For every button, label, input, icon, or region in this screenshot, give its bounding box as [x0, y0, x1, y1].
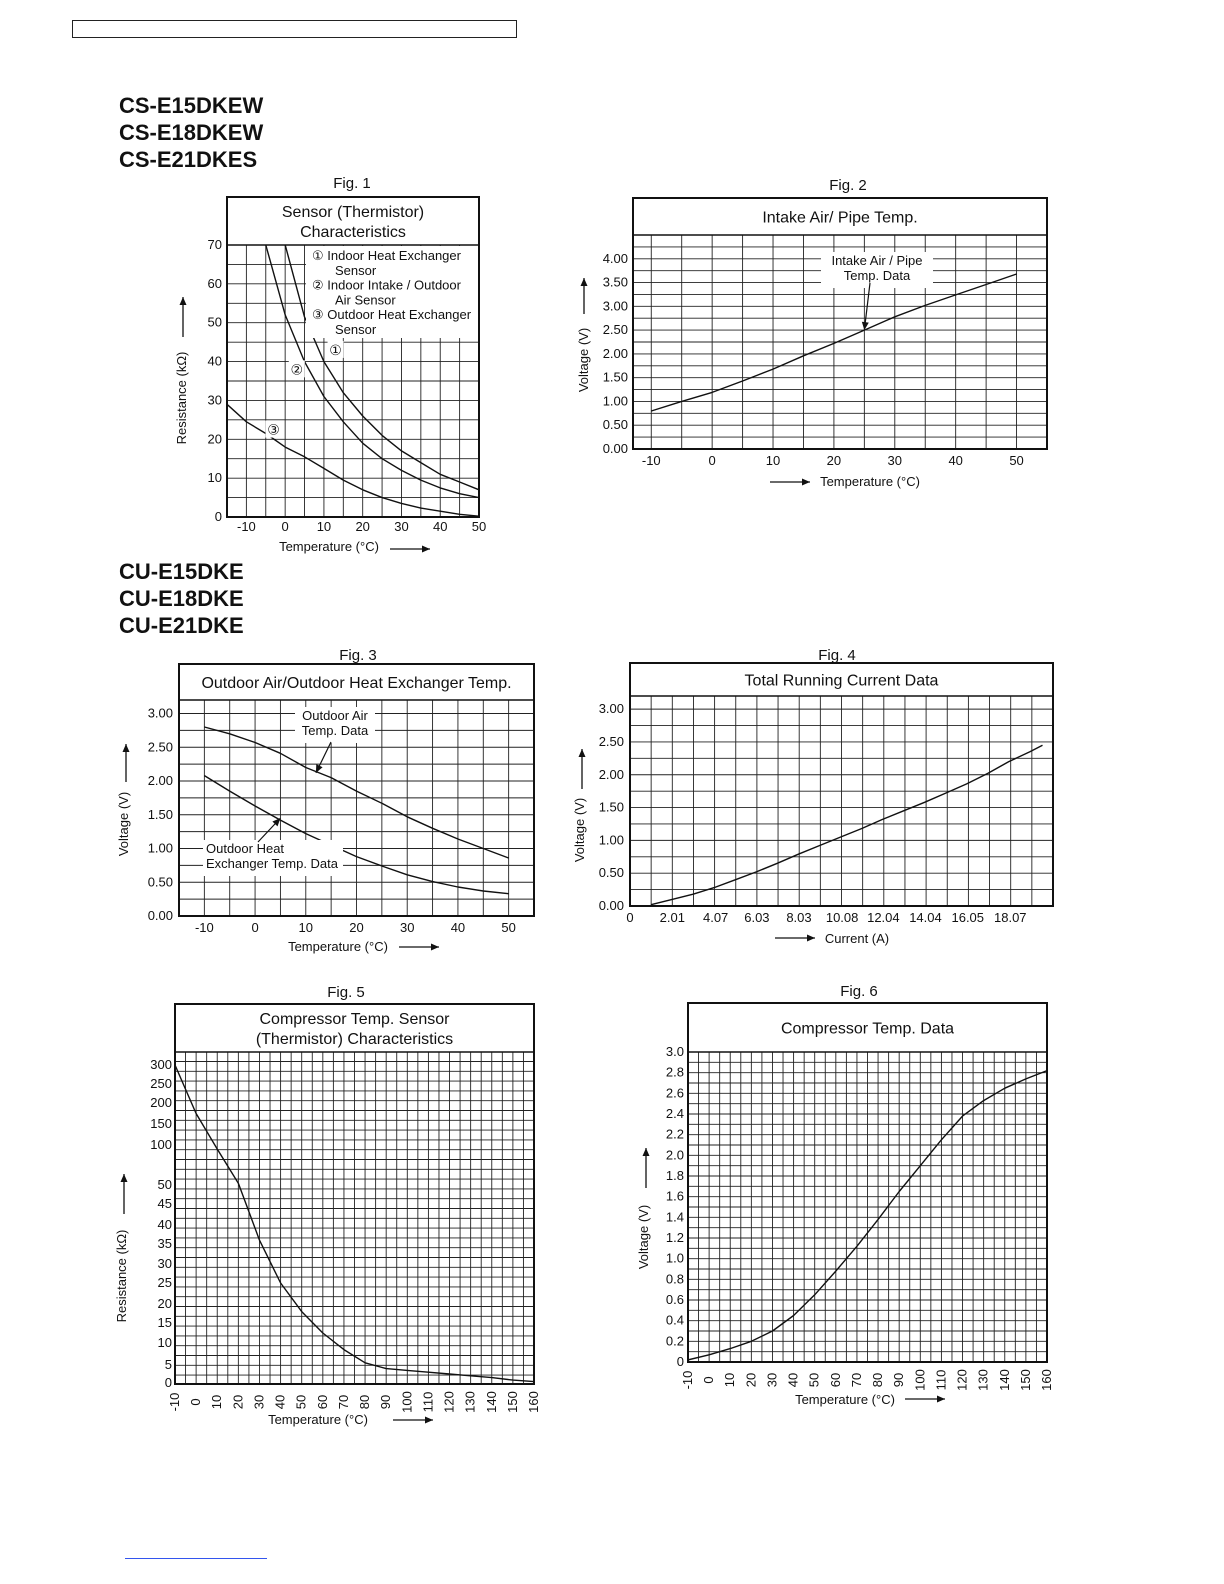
x-arrowhead [807, 935, 815, 942]
x-axis-label: Temperature (°C) [268, 1412, 368, 1427]
y-arrowhead [121, 1174, 128, 1182]
x-tick-label: 160 [526, 1391, 541, 1413]
y-tick-label: 0.6 [665, 1292, 684, 1307]
chart-title: Compressor Temp. Data [780, 1020, 955, 1038]
y-tick-label: 4.00 [602, 250, 628, 266]
x-axis-label: Temperature (°C) [820, 474, 920, 489]
x-arrowhead [425, 1417, 433, 1424]
x-tick-label: 40 [948, 453, 963, 468]
y-tick-label: 2.50 [602, 322, 628, 338]
x-tick-label: 30 [394, 519, 409, 534]
y-tick-label: 100 [150, 1137, 172, 1152]
y-tick-label: 300 [150, 1057, 172, 1072]
y-tick-label: 15 [157, 1315, 172, 1330]
x-tick-label: 130 [975, 1369, 991, 1391]
x-tick-label: 30 [764, 1372, 780, 1388]
model-heading: CU-E15DKE [119, 559, 244, 584]
y-tick-label: 30 [207, 392, 222, 408]
x-tick-label: 10 [316, 519, 332, 534]
y-tick-label: 45 [157, 1196, 172, 1211]
chart-title: Compressor Temp. Sensor [259, 1011, 450, 1028]
x-tick-label: -10 [167, 1392, 182, 1412]
figure-label: Fig. 1 [333, 175, 371, 192]
series-annotation: ① [329, 341, 342, 358]
x-tick-label: -10 [236, 519, 256, 534]
legend-entry: Air Sensor [335, 292, 396, 308]
y-tick-label: 20 [207, 431, 222, 447]
chart-fig5 [114, 984, 541, 1427]
y-tick-label: 250 [150, 1076, 172, 1091]
x-tick-label: 90 [891, 1372, 907, 1388]
y-tick-label: 1.00 [602, 393, 628, 409]
y-axis-label: Resistance (kΩ) [174, 351, 189, 445]
y-tick-label: 2.00 [598, 766, 624, 782]
chart-title: Sensor (Thermistor) [281, 204, 425, 221]
y-tick-label: 2.00 [147, 773, 173, 788]
x-tick-label: 110 [933, 1369, 949, 1391]
x-tick-label: 30 [887, 453, 903, 468]
callout-label: Temp. Data [301, 723, 369, 738]
legend-entry: ① Indoor Heat Exchanger [312, 248, 461, 263]
x-tick-label: 30 [399, 920, 415, 935]
x-tick-label: 50 [806, 1372, 822, 1388]
x-tick-label: 10 [209, 1394, 225, 1410]
chart-fig2 [576, 177, 1047, 489]
x-tick-label: 18.07 [994, 910, 1027, 925]
legend-entry: ② Indoor Intake / Outdoor [312, 277, 461, 293]
y-tick-label: 2.2 [665, 1126, 684, 1142]
x-axis-label: Temperature (°C) [795, 1392, 895, 1407]
y-tick-label: 2.0 [665, 1147, 684, 1163]
y-tick-label: 1.50 [147, 806, 173, 822]
x-tick-label: 0 [281, 519, 289, 534]
grid [688, 1052, 1047, 1362]
x-tick-label: 0 [188, 1398, 204, 1406]
x-tick-label: 4.07 [702, 910, 729, 925]
y-tick-label: 2.50 [147, 739, 173, 755]
chart-title: Intake Air/ Pipe Temp. [762, 209, 918, 227]
y-arrowhead [643, 1148, 650, 1156]
callout-label: Exchanger Temp. Data [206, 856, 338, 871]
x-tick-label: 100 [912, 1369, 928, 1391]
chart-fig3 [116, 647, 534, 954]
callout-label: Temp. Data [843, 268, 911, 283]
legend-entry: ③ Outdoor Heat Exchanger [312, 307, 472, 323]
x-tick-label: 150 [1017, 1369, 1033, 1391]
y-tick-label: 0 [214, 509, 222, 524]
x-axis-label: Current (A) [824, 931, 890, 946]
x-tick-label: 50 [501, 920, 516, 935]
footer-rule [125, 1558, 267, 1559]
x-tick-label: 10 [722, 1372, 738, 1388]
model-heading: CU-E18DKE [119, 586, 244, 611]
y-tick-label: 0 [164, 1375, 172, 1390]
y-tick-label: 0.2 [665, 1333, 684, 1349]
chart-fig4 [572, 647, 1053, 946]
x-tick-label: 140 [483, 1391, 499, 1413]
grid [175, 1052, 534, 1384]
y-tick-label: 2.00 [602, 345, 628, 361]
y-tick-label: 20 [157, 1296, 172, 1311]
y-axis-label: Voltage (V) [572, 797, 587, 863]
x-tick-label: 20 [826, 453, 842, 468]
y-tick-label: 2.6 [665, 1085, 684, 1101]
y-tick-label: 1.50 [602, 369, 628, 385]
callout-label: Outdoor Heat [206, 841, 285, 856]
y-axis-label: Voltage (V) [576, 327, 591, 393]
y-axis-label: Voltage (V) [636, 1204, 651, 1270]
y-tick-label: 3.00 [598, 701, 624, 717]
y-tick-label: 150 [150, 1116, 172, 1131]
model-heading: CU-E21DKE [119, 613, 244, 638]
x-tick-label: 40 [432, 519, 448, 534]
chart-title: Outdoor Air/Outdoor Heat Exchanger Temp. [201, 675, 512, 692]
x-tick-label: 40 [272, 1394, 288, 1410]
figure-label: Fig. 4 [818, 647, 856, 664]
x-tick-label: 50 [293, 1394, 309, 1410]
x-axis-label: Temperature (°C) [288, 939, 388, 954]
y-tick-label: 1.2 [665, 1230, 684, 1245]
y-tick-label: 50 [207, 314, 222, 330]
series-line [227, 404, 479, 516]
chart-title: (Thermistor) Characteristics [255, 1031, 454, 1048]
y-tick-label: 35 [157, 1236, 172, 1251]
y-tick-label: 10 [207, 470, 222, 486]
y-tick-label: 70 [207, 237, 222, 252]
model-heading: CS-E15DKEW [119, 93, 264, 118]
chart-title: Characteristics [300, 224, 406, 241]
y-tick-label: 0.00 [598, 898, 624, 913]
y-tick-label: 60 [207, 275, 222, 291]
x-tick-label: 0 [708, 453, 716, 468]
y-tick-label: 1.00 [598, 832, 624, 848]
x-tick-label: 0 [626, 910, 634, 925]
x-tick-label: 50 [471, 519, 487, 534]
x-tick-label: 20 [230, 1394, 246, 1410]
y-tick-label: 40 [157, 1217, 172, 1232]
x-tick-label: 20 [349, 920, 364, 935]
x-tick-label: 110 [420, 1391, 436, 1413]
x-tick-label: 80 [870, 1372, 886, 1388]
x-tick-label: 40 [450, 920, 466, 935]
y-tick-label: 3.00 [147, 705, 173, 721]
y-arrowhead [180, 297, 187, 305]
x-arrowhead [431, 944, 439, 951]
y-tick-label: 50 [157, 1177, 172, 1192]
legend-entry: Sensor [335, 322, 377, 337]
x-arrowhead [802, 479, 810, 486]
x-tick-label: 150 [504, 1391, 520, 1413]
y-tick-label: 30 [157, 1256, 172, 1271]
y-tick-label: 2.8 [665, 1064, 684, 1080]
x-tick-label: 20 [743, 1372, 759, 1388]
figure-label: Fig. 2 [829, 177, 867, 194]
y-tick-label: 0.00 [147, 908, 173, 923]
x-tick-label: 12.04 [867, 910, 900, 925]
x-tick-label: 14.04 [909, 910, 942, 925]
x-tick-label: 10.08 [825, 910, 859, 925]
y-tick-label: 0 [676, 1354, 684, 1369]
x-arrowhead [422, 546, 430, 553]
x-tick-label: 8.03 [786, 910, 812, 925]
series-line [651, 745, 1043, 905]
x-tick-label: 60 [314, 1394, 330, 1410]
x-tick-label: 100 [399, 1391, 415, 1413]
x-tick-label: 160 [1039, 1369, 1054, 1391]
x-tick-label: 6.03 [744, 910, 770, 925]
x-tick-label: 130 [462, 1391, 478, 1413]
figure-label: Fig. 3 [339, 647, 377, 664]
y-tick-label: 1.4 [665, 1209, 684, 1225]
x-tick-label: -10 [194, 920, 214, 935]
y-axis-label: Voltage (V) [116, 791, 131, 857]
y-tick-label: 3.0 [665, 1044, 684, 1059]
y-tick-label: 0.8 [665, 1271, 684, 1287]
series-annotation: ③ [267, 421, 280, 438]
x-tick-label: 120 [441, 1391, 457, 1413]
y-tick-label: 1.0 [665, 1250, 684, 1266]
y-tick-label: 0.4 [665, 1312, 684, 1328]
x-tick-label: 30 [251, 1394, 267, 1410]
y-arrowhead [123, 744, 130, 752]
grid [630, 696, 1053, 906]
y-tick-label: 10 [157, 1335, 172, 1350]
y-tick-label: 2.50 [598, 733, 624, 749]
x-tick-label: 60 [827, 1372, 843, 1388]
y-tick-label: 1.00 [147, 840, 173, 856]
x-tick-label: 10 [765, 453, 781, 468]
y-tick-label: 1.6 [665, 1188, 684, 1204]
y-arrowhead [579, 749, 586, 757]
x-tick-label: 16.05 [951, 910, 985, 925]
x-tick-label: 140 [996, 1369, 1012, 1391]
x-tick-label: 90 [378, 1394, 394, 1410]
x-axis-label: Temperature (°C) [279, 539, 379, 554]
chart-title: Total Running Current Data [744, 672, 939, 690]
y-tick-label: 3.50 [602, 274, 628, 290]
x-tick-label: 2.01 [659, 910, 685, 925]
x-tick-label: -10 [680, 1370, 695, 1390]
chart-fig6 [636, 983, 1054, 1407]
x-tick-label: 80 [357, 1394, 373, 1410]
y-tick-label: 1.50 [598, 799, 624, 815]
y-tick-label: 5 [164, 1357, 172, 1372]
x-tick-label: 0 [251, 920, 259, 935]
callout-label: Outdoor Air [302, 708, 368, 723]
y-tick-label: 0.00 [602, 441, 628, 456]
y-tick-label: 40 [207, 353, 222, 369]
x-tick-label: -10 [641, 453, 661, 468]
y-tick-label: 2.4 [665, 1106, 684, 1121]
model-heading: CS-E18DKEW [119, 120, 264, 145]
y-tick-label: 1.8 [665, 1168, 684, 1183]
figure-label: Fig. 6 [840, 983, 878, 1000]
y-tick-label: 0.50 [602, 417, 628, 433]
chart-fig1 [174, 175, 486, 554]
x-tick-label: 0 [701, 1376, 717, 1384]
model-heading: CS-E21DKES [119, 147, 258, 172]
x-tick-label: 70 [335, 1394, 351, 1410]
y-tick-label: 200 [150, 1095, 172, 1110]
figure-label: Fig. 5 [327, 984, 365, 1001]
x-tick-label: 10 [298, 920, 314, 935]
y-tick-label: 0.50 [147, 874, 173, 890]
y-axis-label: Resistance (kΩ) [114, 1229, 129, 1323]
x-tick-label: 50 [1009, 453, 1024, 468]
x-tick-label: 120 [954, 1369, 970, 1391]
x-tick-label: 20 [355, 519, 370, 534]
y-arrowhead [581, 278, 588, 286]
y-tick-label: 3.00 [602, 298, 628, 314]
x-arrowhead [937, 1396, 945, 1403]
x-tick-label: 70 [848, 1372, 864, 1388]
y-tick-label: 0.50 [598, 865, 624, 881]
y-tick-label: 25 [157, 1275, 172, 1290]
callout-label: Intake Air / Pipe [831, 253, 923, 268]
legend-entry: Sensor [335, 262, 377, 278]
series-annotation: ② [290, 361, 304, 378]
x-tick-label: 40 [785, 1372, 801, 1388]
